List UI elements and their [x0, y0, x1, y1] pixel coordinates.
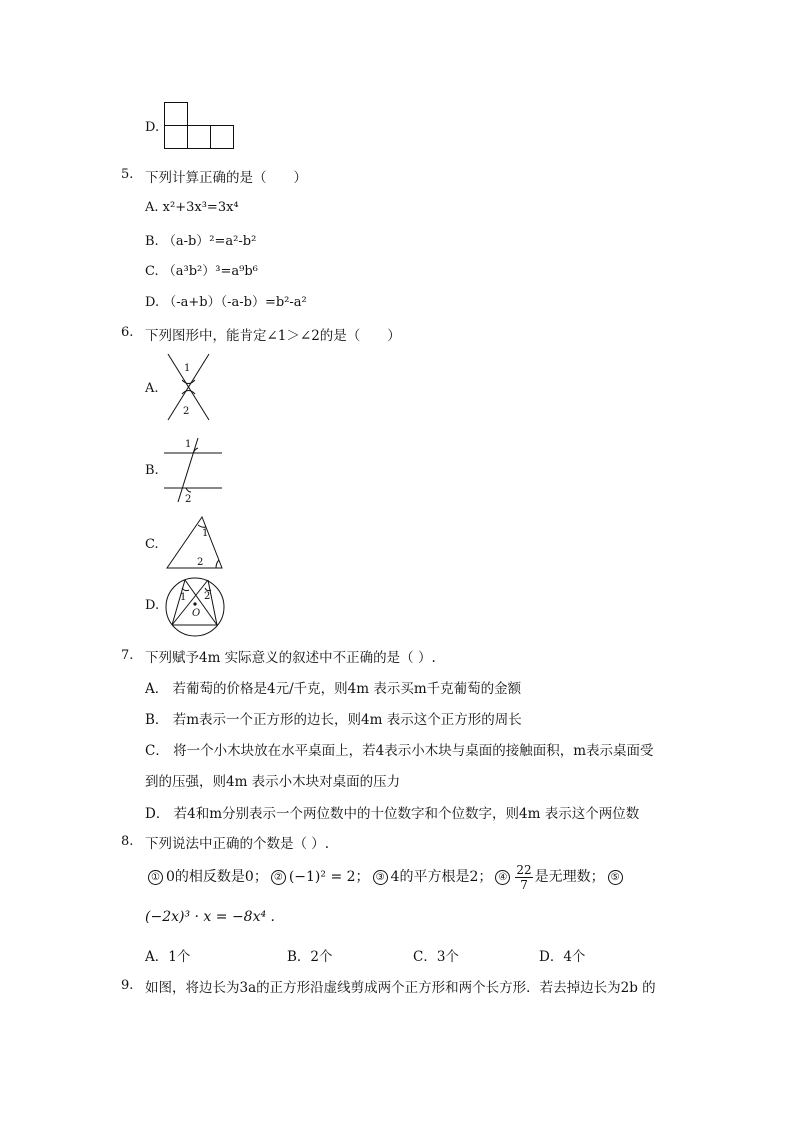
q6-stem: 下列图形中，能肯定∠1＞∠2的是（ ）	[145, 328, 401, 344]
q5-option-b-label: B.	[145, 234, 159, 249]
q8-statement-5: (−2x)³ · x = −8x⁴ .	[145, 909, 275, 925]
q5-option-c-text: （a³b²）³=a⁹b⁶	[162, 264, 258, 279]
q7-stem: 下列赋予4m 实际意义的叙述中不正确的是（ ）.	[145, 650, 436, 666]
q7-option-d	[145, 802, 639, 822]
q8-option-b: B．2个	[287, 949, 333, 965]
q8-option-a: A．1个	[145, 949, 191, 965]
q7-option-c	[145, 739, 654, 759]
q7-option-d-label: D．	[145, 806, 170, 822]
q8-fraction-denominator: 7	[520, 877, 528, 892]
q9-stem: 如图，将边长为3a的正方形沿虚线剪成两个正方形和两个长方形．若去掉边长为2b 的	[145, 980, 656, 996]
q8-fraction-numerator: 22	[516, 862, 532, 877]
q8-option-d: D．4个	[539, 949, 586, 965]
q5-option-a	[145, 200, 239, 215]
q6-figure-a-angle-1: 1	[184, 363, 191, 374]
q8-statement-4-marker: ④	[495, 870, 510, 885]
q6-figure-c-angle-1: 1	[202, 528, 209, 539]
q8-statement-1-marker: ①	[148, 870, 163, 885]
q5-option-b-text: （a-b）²=a²-b²	[162, 234, 257, 249]
q5-number: 5.	[121, 167, 134, 182]
q8-number: 8.	[121, 834, 134, 849]
q8-statement-1: 0的相反数是0；	[166, 869, 268, 885]
q8-statement-3: 4的平方根是2；	[390, 869, 493, 885]
q8-option-c: C．3个	[413, 949, 459, 965]
q7-option-b	[145, 708, 522, 728]
q6-option-c-label: C.	[145, 537, 159, 552]
q8-statement-3-marker: ③	[373, 870, 388, 885]
q4-option-d-figure	[164, 102, 236, 150]
q4-option-d-label: D.	[145, 120, 160, 135]
q6-figure-b-angle-1: 1	[185, 439, 192, 450]
q6-figure-d-center-dot	[193, 602, 196, 605]
q6-option-b-label: B.	[145, 463, 159, 478]
q7-option-b-text: 若m表示一个正方形的边长，则4m 表示这个正方形的周长	[172, 712, 522, 728]
q8-statement-4: 是无理数；	[534, 869, 605, 885]
q6-figure-d-angle-1: 1	[180, 592, 187, 603]
q5-option-c	[145, 260, 258, 279]
q5-option-a-text: x²+3x³=3x⁴	[162, 200, 239, 215]
q7-option-d-text: 若4和m分别表示一个两位数中的十位数字和个位数字，则4m 表示这个两位数	[173, 806, 640, 822]
q6-figure-d-angle-2: 2	[204, 591, 211, 602]
q6-figure-c	[166, 515, 224, 571]
q6-option-d-label: D.	[145, 598, 160, 613]
q5-option-c-label: C.	[145, 264, 159, 279]
q7-option-a-label: A．	[145, 681, 169, 697]
q6-figure-b-angle-2: 2	[185, 494, 192, 505]
q5-option-d-text: （-a+b）（-a-b）=b²-a²	[163, 295, 307, 310]
q5-option-d-label: D.	[145, 295, 160, 310]
q8-statement-2-marker: ②	[271, 870, 286, 885]
q8-fraction	[515, 863, 532, 892]
q9-number: 9.	[121, 978, 134, 993]
q8-statements-line1	[145, 860, 626, 894]
q7-option-c-label: C．	[145, 743, 169, 759]
q7-option-a	[145, 677, 521, 697]
q6-figure-b	[164, 436, 224, 506]
q6-figure-a-angle-2: 2	[183, 406, 190, 417]
q7-option-a-text: 若葡萄的价格是4元/千克，则4m 表示买m千克葡萄的金额	[172, 681, 522, 697]
q6-figure-d	[164, 576, 226, 638]
q7-option-b-label: B．	[145, 712, 169, 728]
q6-figure-c-angle-2: 2	[197, 557, 204, 568]
q6-number: 6.	[121, 325, 134, 340]
q5-option-a-label: A.	[145, 200, 159, 215]
q5-option-d	[145, 291, 307, 310]
q7-option-c-text-line2: 到的压强，则4m 表示小木块对桌面的压力	[145, 774, 401, 790]
q6-figure-d-center-label: O	[192, 608, 201, 619]
q5-stem: 下列计算正确的是（ ）	[145, 170, 307, 186]
q7-number: 7.	[121, 648, 134, 663]
q8-statement-5-marker: ⑤	[608, 870, 623, 885]
q5-option-b	[145, 230, 256, 249]
q6-figure-a	[165, 352, 215, 422]
q8-stem: 下列说法中正确的个数是（ ）.	[145, 836, 330, 852]
q8-statement-2: (−1)² = 2；	[288, 869, 370, 885]
q7-option-c-text-line1: 将一个小木块放在水平桌面上，若4表示小木块与桌面的接触面积，m表示桌面受	[173, 743, 654, 759]
q6-option-a-label: A.	[145, 381, 159, 396]
